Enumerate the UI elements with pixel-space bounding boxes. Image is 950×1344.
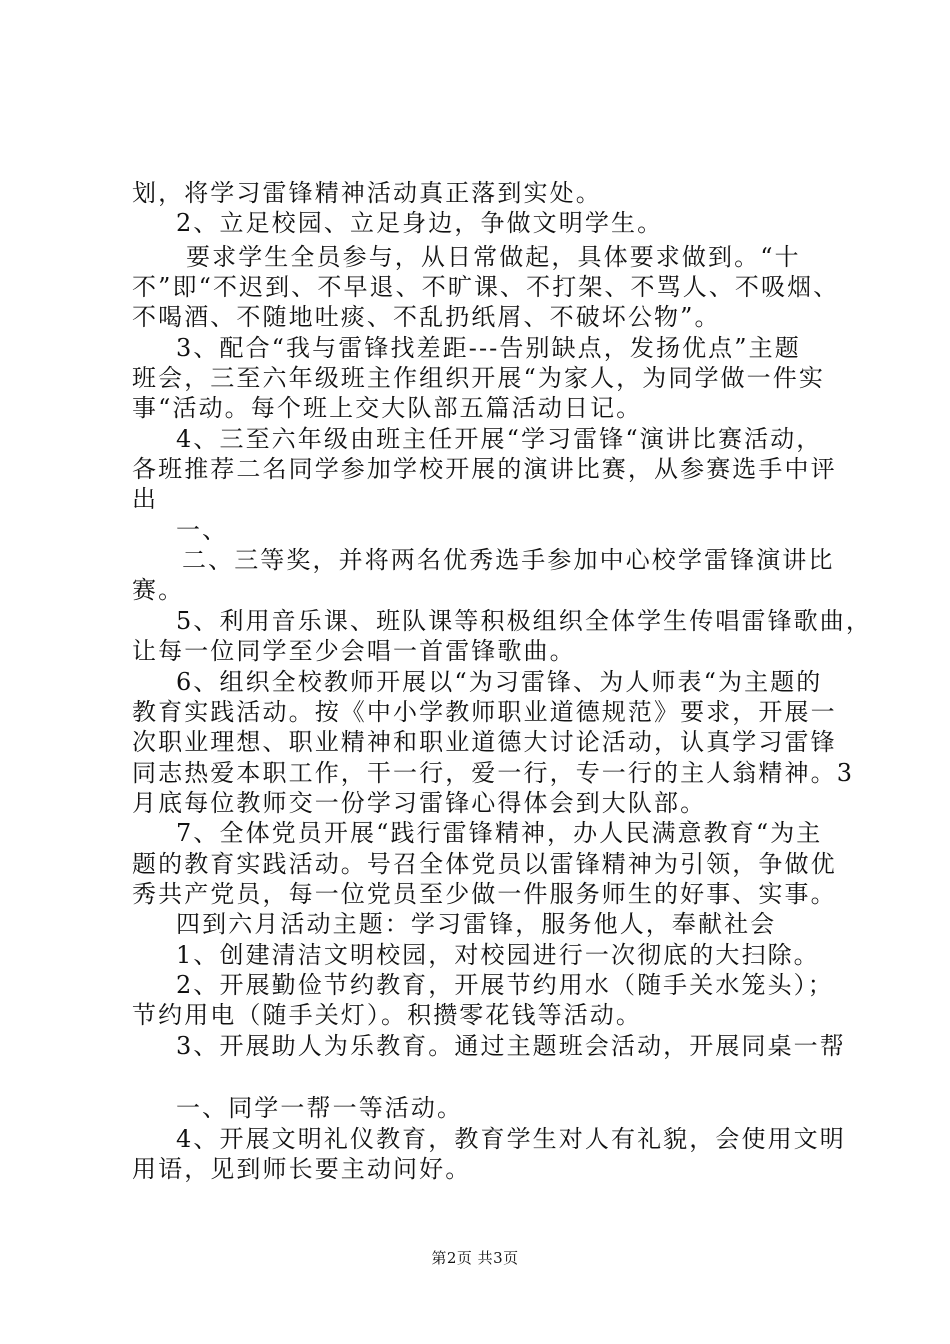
text-line: 二、三等奖，并将两名优秀选手参加中心校学雷锋演讲比: [182, 546, 835, 574]
text-line: 一、: [176, 516, 229, 544]
text-line: 6、组织全校教师开展以“为习雷锋、为人师表“为主题的: [176, 668, 823, 696]
text-line: 2、立足校园、立足身边，争做文明学生。: [176, 209, 664, 237]
text-line: 3、配合“我与雷锋找差距---告别缺点，发扬优点”主题: [176, 334, 801, 362]
text-line: 次职业理想、职业精神和职业道德大讨论活动，认真学习雷锋: [132, 728, 837, 756]
text-line: 5、利用音乐课、班队课等积极组织全体学生传唱雷锋歌曲，: [176, 607, 872, 635]
text-line: 要求学生全员参与，从日常做起，具体要求做到。“十: [186, 243, 801, 271]
text-line: 1、创建清洁文明校园，对校园进行一次彻底的大扫除。: [176, 941, 820, 969]
text-line: 各班推荐二名同学参加学校开展的演讲比赛，从参赛选手中评: [132, 455, 837, 483]
text-line: 不喝酒、不随地吐痰、不乱扔纸屑、不破坏公物”。: [132, 303, 721, 331]
text-line: 4、三至六年级由班主任开展“学习雷锋“演讲比赛活动，: [176, 425, 823, 453]
text-line: 出: [132, 485, 159, 513]
text-line: 事“活动。每个班上交大队部五篇活动日记。: [132, 394, 643, 422]
text-line: 月底每位教师交一份学习雷锋心得体会到大队部。: [132, 789, 707, 817]
text-line: 题的教育实践活动。号召全体党员以雷锋精神为引领，争做优: [132, 850, 837, 878]
text-line: 同志热爱本职工作，干一行，爱一行，专一行的主人翁精神。3: [132, 759, 855, 787]
text-line: 3、开展助人为乐教育。通过主题班会活动，开展同桌一帮: [176, 1032, 846, 1060]
text-line: 节约用电（随手关灯）。积攒零花钱等活动。: [132, 1001, 642, 1029]
text-line: 教育实践活动。按《中小学教师职业道德规范》要求，开展一: [132, 698, 837, 726]
text-line: 4、开展文明礼仪教育，教育学生对人有礼貌，会使用文明: [176, 1125, 846, 1153]
section-heading: 四到六月活动主题：学习雷锋，服务他人，奉献社会: [176, 910, 777, 938]
text-line: 划，将学习雷锋精神活动真正落到实处。: [132, 179, 602, 207]
text-line: 赛。: [132, 576, 185, 604]
text-line: 7、全体党员开展“践行雷锋精神，办人民满意教育“为主: [176, 819, 823, 847]
text-line: 2、开展勤俭节约教育，开展节约用水（随手关水笼头）；: [176, 971, 834, 999]
text-line: 一、同学一帮一等活动。: [176, 1094, 464, 1122]
text-line: 不”即“不迟到、不早退、不旷课、不打架、不骂人、不吸烟、: [132, 273, 840, 301]
text-line: 让每一位同学至少会唱一首雷锋歌曲。: [132, 637, 576, 665]
text-line: 秀共产党员，每一位党员至少做一件服务师生的好事、实事。: [132, 880, 837, 908]
page-footer: 第2页 共3页: [431, 1249, 519, 1267]
text-line: 班会，三至六年级班主作组织开展“为家人，为同学做一件实: [132, 364, 825, 392]
text-line: 用语，见到师长要主动问好。: [132, 1155, 472, 1183]
